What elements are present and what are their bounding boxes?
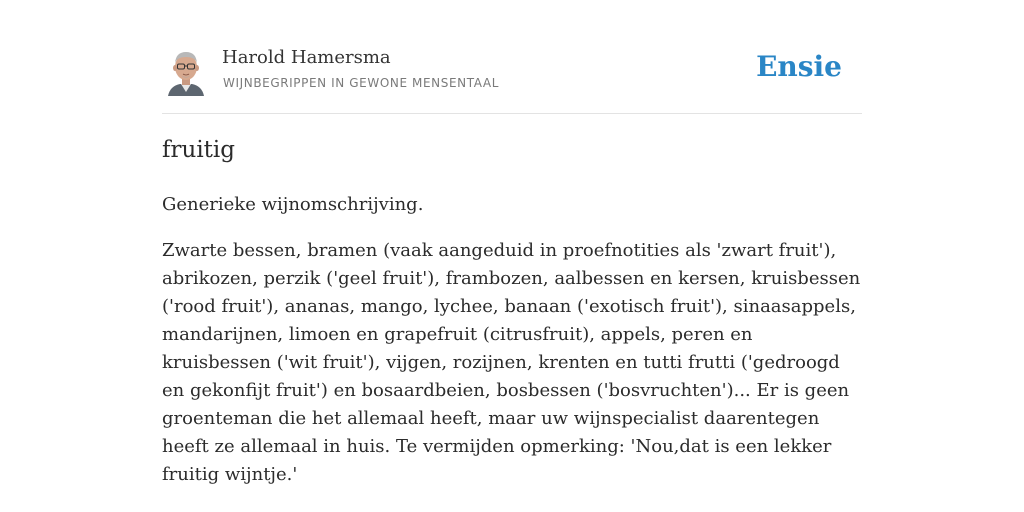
- long-definition: Zwarte bessen, bramen (vaak aangeduid in proefnotities als 'zwart fruit'), abrikozen, perzik ('geel fruit'), frambozen, aalbessen en kersen, kruisbessen ('rood fruit'), ananas, mango, lychee, banaan ('exotisch fruit'), sinaasappels, mandarijnen, limoen en grapefruit (citrusfruit), appels, peren en kruisbessen ('wit fruit'), vijgen, rozijnen, krenten en tutti frutti ('gedroogd en gekonfijt fruit') en bosaardbeien, bosbessen ('bosvruchten')... Er is geen groenteman die het allemaal heeft, maar uw wijnspecialist daarentegen heeft ze allemaal in huis. Te vermijden opmerking: 'Nou,dat is een lekker fruitig wijntje.': [162, 240, 861, 485]
- author-avatar[interactable]: [166, 46, 206, 96]
- author-name[interactable]: Harold Hamersma: [222, 47, 391, 68]
- short-definition: Generieke wijnomschrijving.: [162, 194, 424, 215]
- entry-card: [162, 0, 862, 485]
- author-subtitle[interactable]: WIJNBEGRIPPEN IN GEWONE MENSENTAAL: [223, 76, 499, 90]
- brand-logo[interactable]: Ensie: [756, 50, 842, 83]
- entry-header: [162, 0, 862, 114]
- entry-term: fruitig: [162, 137, 235, 163]
